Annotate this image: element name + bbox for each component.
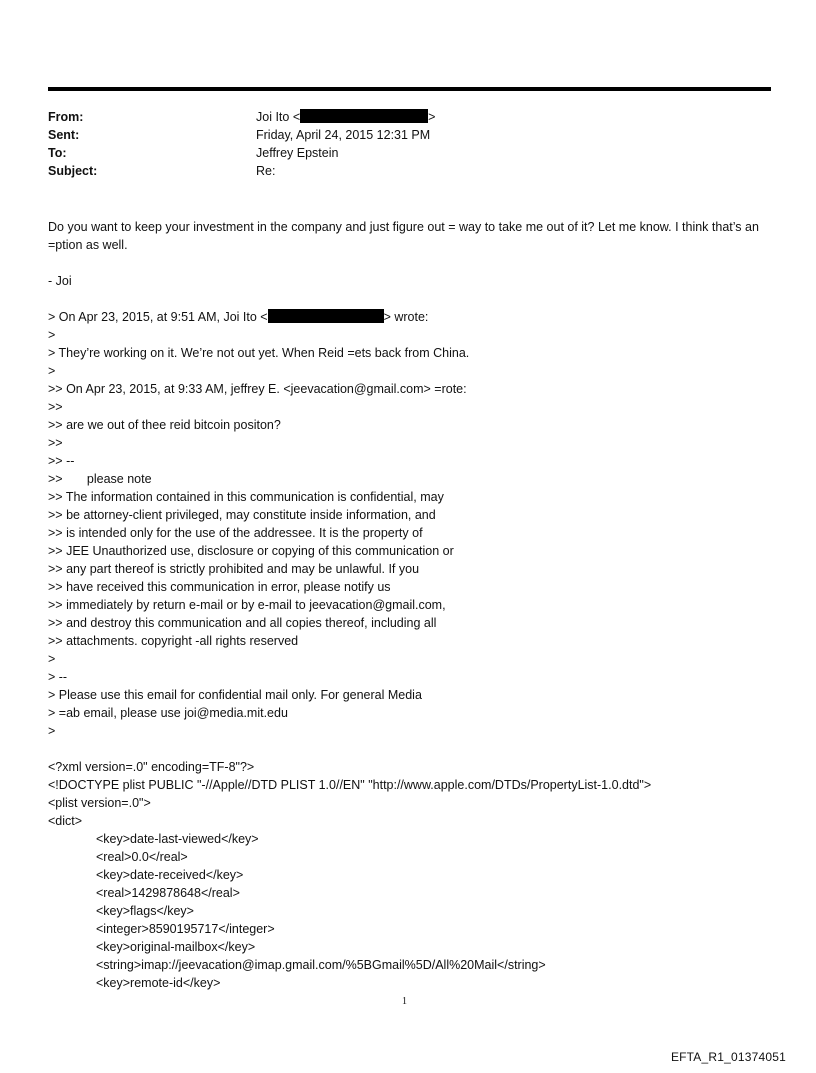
xml-line: <key>original-mailbox</key> — [96, 940, 256, 954]
from-row — [48, 108, 768, 126]
quote-line: >> -- — [48, 454, 75, 468]
xml-line: <real>0.0</real> — [96, 850, 188, 864]
disclaimer-line: >> immediately by return e-mail or by e-mail to jeevacation@gmail.com, — [48, 598, 446, 612]
quote-line: > — [48, 724, 56, 738]
from-close-bracket: > — [428, 110, 436, 124]
xml-line: <dict> — [48, 814, 83, 828]
email-header — [48, 108, 768, 180]
quote-header — [48, 308, 778, 326]
xml-line: <integer>8590195717</integer> — [96, 922, 275, 936]
quote-header-suffix: > wrote: — [383, 310, 429, 324]
quote-line: >> On Apr 23, 2015, at 9:33 AM, jeffrey E. <jeevacation@gmail.com> =rote: — [48, 382, 467, 396]
quote-line: > — [48, 364, 56, 378]
quote-header-prefix: > On Apr 23, 2015, at 9:51 AM, Joi Ito < — [48, 310, 268, 324]
sent-row — [48, 126, 768, 144]
sent-label: Sent: — [48, 128, 80, 142]
disclaimer-line: >> is intended only for the use of the addressee. It is the property of — [48, 526, 423, 540]
subject-label: Subject: — [48, 164, 98, 178]
quote-line: > — [48, 652, 56, 666]
xml-line: <key>remote-id</key> — [96, 976, 221, 990]
disclaimer-line: >> attachments. copyright -all rights reserved — [48, 634, 299, 648]
sent-value: Friday, April 24, 2015 12:31 PM — [256, 128, 431, 142]
redaction-box — [268, 309, 384, 323]
xml-line: <string>imap://jeevacation@imap.gmail.com/%5BGmail%5D/All%20Mail</string> — [96, 958, 546, 972]
xml-line: <key>date-last-viewed</key> — [96, 832, 259, 846]
disclaimer-line: >> and destroy this communication and all copies thereof, including all — [48, 616, 437, 630]
email-body — [48, 218, 778, 992]
redaction-box — [300, 109, 428, 123]
quote-line: >> please note — [48, 472, 152, 486]
disclaimer-line: >> be attorney-client privileged, may constitute inside information, and — [48, 508, 436, 522]
from-name: Joi Ito — [256, 110, 290, 124]
xml-line: <plist version=.0"> — [48, 796, 151, 810]
to-row — [48, 144, 768, 162]
header-rule — [48, 87, 771, 91]
quote-line: >> are we out of thee reid bitcoin positon? — [48, 418, 281, 432]
quote-line: >> — [48, 436, 63, 450]
quote-line: > -- — [48, 670, 68, 684]
xml-line: <real>1429878648</real> — [96, 886, 240, 900]
xml-line: <key>flags</key> — [96, 904, 194, 918]
document-id: EFTA_R1_01374051 — [670, 1050, 786, 1064]
to-value: Jeffrey Epstein — [256, 146, 339, 160]
intro-paragraph: Do you want to keep your investment in the company and just figure out = way to take me out of it? Let me know. I think that’s an =ption as well. — [48, 220, 759, 252]
subject-value: Re: — [256, 164, 276, 178]
xml-line: <?xml version=.0" encoding=TF-8"?> — [48, 760, 255, 774]
quote-line: >> — [48, 400, 63, 414]
xml-line: <key>date-received</key> — [96, 868, 244, 882]
quote-line: > They’re working on it. We’re not out yet. When Reid =ets back from China. — [48, 346, 470, 360]
subject-row — [48, 162, 768, 180]
disclaimer-line: >> The information contained in this communication is confidential, may — [48, 490, 444, 504]
disclaimer-line: >> any part thereof is strictly prohibited and may be unlawful. If you — [48, 562, 420, 576]
from-label: From: — [48, 110, 84, 124]
xml-line: <!DOCTYPE plist PUBLIC "-//Apple//DTD PLIST 1.0//EN" "http://www.apple.com/DTDs/PropertyList-1.0.dtd"> — [48, 778, 652, 792]
quote-line: > — [48, 328, 56, 342]
to-label: To: — [48, 146, 67, 160]
disclaimer-line: >> have received this communication in error, please notify us — [48, 580, 391, 594]
page-number: 1 — [402, 996, 407, 1007]
from-open-bracket: < — [292, 110, 301, 124]
quote-line: > =ab email, please use joi@media.mit.edu — [48, 706, 288, 720]
signature: - Joi — [48, 274, 72, 288]
disclaimer-line: >> JEE Unauthorized use, disclosure or copying of this communication or — [48, 544, 454, 558]
quote-line: > Please use this email for confidential mail only. For general Media — [48, 688, 422, 702]
from-value — [256, 108, 435, 126]
